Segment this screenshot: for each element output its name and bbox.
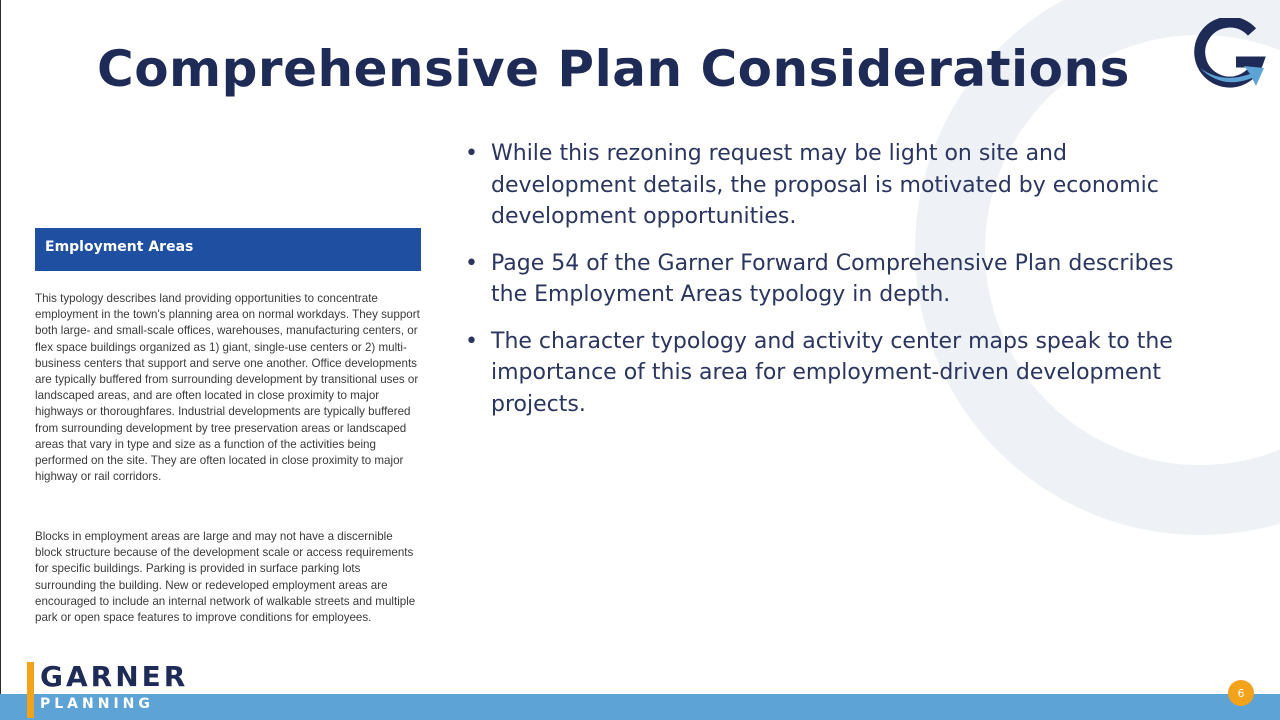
- employment-areas-heading: Employment Areas: [45, 239, 194, 255]
- footer-bar: [0, 694, 1280, 720]
- bullet-text: Page 54 of the Garner Forward Comprehensive Plan describes the Employment Areas typology in depth.: [491, 250, 1174, 307]
- employment-areas-header: [35, 228, 421, 271]
- slide-left-edge: [0, 0, 1, 720]
- bullet-item: [465, 138, 1185, 233]
- bullet-item: [465, 326, 1185, 421]
- excerpt-paragraph-1: This typology describes land providing opportunities to concentrate employment in the town's planning area on normal workdays. They support both large- and small-scale offices, warehouses, manufacturing centers, or flex space buildings organized as 1) giant, single-use centers or 2) multi-business centers that support and serve one another. Office developments are typically buffered from surrounding development by transitional uses or landscaped areas, and are often located in close proximity to major highways or thoroughfares. Industrial developments are typically buffered from surrounding development by tree preservation areas or landscaped areas that vary in type and size as a function of the activities being performed on the site. They are often located in close proximity to major highway or rail corridors.: [35, 292, 420, 484]
- page-number-badge: 6: [1228, 680, 1254, 706]
- bullet-dot-icon: •: [465, 328, 478, 354]
- bullet-list: [465, 138, 1185, 435]
- excerpt-paragraph-2: Blocks in employment areas are large and may not have a discernible block structure because of the development scale or access requirements for specific buildings. Parking is provided in surface parking lots surrounding the building. New or redeveloped employment areas are encouraged to include an internal network of walkable streets and multiple park or open space features to improve conditions for employees.: [35, 530, 416, 625]
- bullet-text: The character typology and activity center maps speak to the importance of this area for employment-driven development projects.: [491, 328, 1173, 417]
- bullet-text: While this rezoning request may be light on site and development details, the proposal is motivated by economic development opportunities.: [491, 141, 1159, 229]
- slide-title: Comprehensive Plan Considerations: [97, 40, 1130, 98]
- footer-brand-sub: PLANNING: [40, 696, 154, 712]
- bullet-item: [465, 248, 1185, 311]
- bullet-dot-icon: •: [465, 250, 478, 276]
- footer-logo-accent: [27, 662, 34, 718]
- footer-brand-name: GARNER: [40, 660, 189, 693]
- bullet-dot-icon: •: [465, 141, 478, 166]
- garner-logo-icon: [1192, 18, 1268, 90]
